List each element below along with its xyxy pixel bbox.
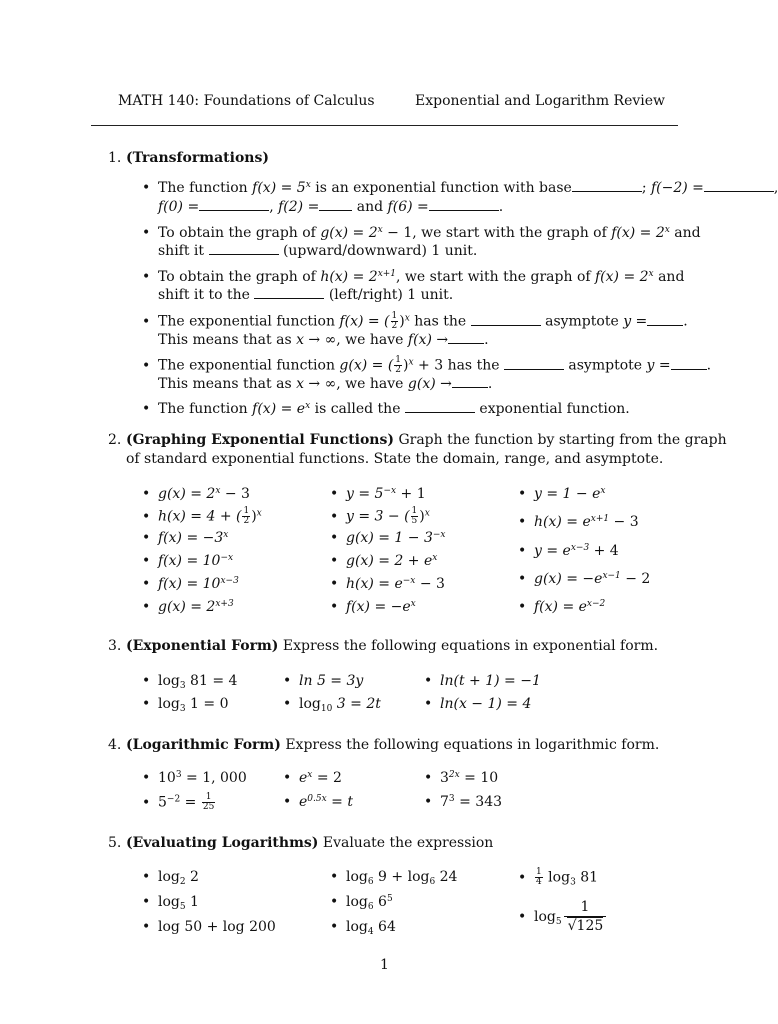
q1-title: (Transformations) bbox=[126, 150, 269, 166]
q3-number: 3. bbox=[108, 638, 122, 654]
q1-bullet-1: • The function $f(x) = 5^x$ is an exponential function with base ; f(−2) = , bbox=[142, 180, 778, 196]
q3-text: (Exponential Form) Express the following equations in exponential form. bbox=[126, 638, 659, 654]
answer-blank[interactable] bbox=[405, 400, 475, 413]
q1-bullet-5-cont: This means that as x → ∞, we have g(x) → . bbox=[158, 376, 493, 392]
q5-item: • log 50 + log 200 bbox=[142, 919, 276, 935]
q1-bullet-1-cont: f(0) = , f(2) = and f(6) = . bbox=[158, 199, 504, 215]
q5-item: • $\log_2 2$ bbox=[142, 869, 199, 887]
q5-item: • $\log_6 6^5$ bbox=[330, 894, 393, 912]
q4-item: • $10^3 = 1$, 000 bbox=[142, 770, 247, 786]
q3-item: • ln(t + 1) = −1 bbox=[424, 673, 541, 689]
q2-item: • $g(x) = 2^{x+3}$ bbox=[142, 599, 234, 615]
answer-blank[interactable] bbox=[504, 357, 564, 370]
q1-bullet-3-cont: shift it to the (left/right) 1 unit. bbox=[158, 287, 454, 303]
q2-item: • $y = 1 - e^x$ bbox=[518, 486, 606, 502]
q3-item: • ln(x − 1) = 4 bbox=[424, 696, 532, 712]
q4-text: (Logarithmic Form) Express the following equations in logarithmic form. bbox=[126, 737, 660, 753]
q2-item: • $f(x) = -3^x$ bbox=[142, 530, 229, 546]
q5-number: 5. bbox=[108, 835, 122, 851]
q4-item: • $e^{0.5x} = t$ bbox=[283, 794, 353, 810]
q2-item: • $f(x) = -e^x$ bbox=[330, 599, 416, 615]
q2-item: • $h(x) = e^{-x} - 3$ bbox=[330, 576, 445, 592]
q1-bullet-3: • To obtain the graph of $h(x) = 2^{x+1}$, we start with the graph of $f(x) = 2^x$ and bbox=[142, 269, 685, 285]
q5-item: • $\log_5$ $\frac{1}{√125}$ bbox=[518, 898, 606, 936]
q1-bullet-2: • To obtain the graph of $g(x) = 2^x - 1$, we start with the graph of $f(x) = 2^x$ and bbox=[142, 225, 701, 241]
q1-bullet-4: • The exponential function f(x) = ( $\frac{1}{2}$ )$^x$ has the asymptote y = . bbox=[142, 311, 688, 331]
answer-blank[interactable] bbox=[199, 198, 269, 211]
answer-blank[interactable] bbox=[671, 357, 707, 370]
q1-bullet-4-cont: This means that as x → ∞, we have f(x) → . bbox=[158, 332, 489, 348]
q1-number: 1. bbox=[108, 150, 122, 166]
q2-item: • $g(x) = 2^x - 3$ bbox=[142, 486, 250, 502]
q2-text-line-2: of standard exponential functions. State the domain, range, and asymptote. bbox=[126, 451, 664, 467]
q4-item: • $7^3 = 343$ bbox=[424, 794, 503, 810]
answer-blank[interactable] bbox=[448, 331, 484, 344]
answer-blank[interactable] bbox=[704, 179, 774, 192]
q4-item: • $5^{-2}$ = $\frac{1}{25}$ bbox=[142, 792, 215, 812]
q5-item: • $\log_6 9 + \log_6 24$ bbox=[330, 869, 458, 887]
answer-blank[interactable] bbox=[471, 313, 541, 326]
q5-item: • $\frac{1}{4}$ $\log_3 81$ bbox=[518, 867, 599, 888]
q1-bullet-2-cont: shift it (upward/downward) 1 unit. bbox=[158, 243, 478, 259]
q4-item: • $e^x = 2$ bbox=[283, 770, 342, 786]
q2-item: • $f(x) = 10^{x-3}$ bbox=[142, 576, 239, 592]
answer-blank[interactable] bbox=[209, 242, 279, 255]
course-title: MATH 140: Foundations of Calculus bbox=[118, 93, 375, 109]
q2-item: • h(x) = 4 + ( $\frac{1}{2}$ )$^x$ bbox=[142, 506, 262, 526]
q5-item: • $\log_5 1$ bbox=[142, 894, 199, 912]
header-rule bbox=[91, 125, 678, 126]
q2-item: • $g(x) = 2 + e^x$ bbox=[330, 553, 438, 569]
q2-item: • $g(x) = -e^{x-1} - 2$ bbox=[518, 571, 651, 587]
answer-blank[interactable] bbox=[319, 198, 352, 211]
q1-bullet-5: • The exponential function g(x) = ( $\frac{1}{2}$ )$^x$ + 3 has the asymptote y = . bbox=[142, 355, 712, 375]
answer-blank[interactable] bbox=[429, 198, 499, 211]
q2-item: • $f(x) = e^{x-2}$ bbox=[518, 599, 606, 615]
answer-blank[interactable] bbox=[647, 313, 683, 326]
answer-blank[interactable] bbox=[254, 286, 324, 299]
q2-item: • $h(x) = e^{x+1} - 3$ bbox=[518, 514, 639, 530]
q2-item: • $f(x) = 10^{-x}$ bbox=[142, 553, 234, 569]
q1-bullet-6: • The function $f(x) = e^x$ is called the exponential function. bbox=[142, 401, 630, 417]
q3-item: • $\log_3 81 = 4$ bbox=[142, 673, 238, 691]
q5-text: (Evaluating Logarithms) Evaluate the expression bbox=[126, 835, 494, 851]
q5-item: • $\log_4 64$ bbox=[330, 919, 396, 937]
answer-blank[interactable] bbox=[452, 375, 488, 388]
q3-item: • $\log_{10} 3 = 2t$ bbox=[283, 696, 381, 714]
q2-number: 2. bbox=[108, 432, 122, 448]
q3-item: • $\log_3 1 = 0$ bbox=[142, 696, 229, 714]
q2-item: • $y = e^{x-3} + 4$ bbox=[518, 543, 619, 559]
q4-item: • $3^{2x} = 10$ bbox=[424, 770, 499, 786]
q2-item: • y = 3 − ( $\frac{1}{5}$ )$^x$ bbox=[330, 506, 430, 526]
answer-blank[interactable] bbox=[572, 179, 642, 192]
page-number: 1 bbox=[380, 957, 389, 973]
q2-item: • $y = 5^{-x} + 1$ bbox=[330, 486, 426, 502]
q2-item: • $g(x) = 1 - 3^{-x}$ bbox=[330, 530, 446, 546]
topic-title: Exponential and Logarithm Review bbox=[415, 93, 666, 109]
q3-item: • ln 5 = 3y bbox=[283, 673, 364, 689]
q4-number: 4. bbox=[108, 737, 122, 753]
q2-text-line-1: (Graphing Exponential Functions) Graph the function by starting from the graph bbox=[126, 432, 727, 448]
